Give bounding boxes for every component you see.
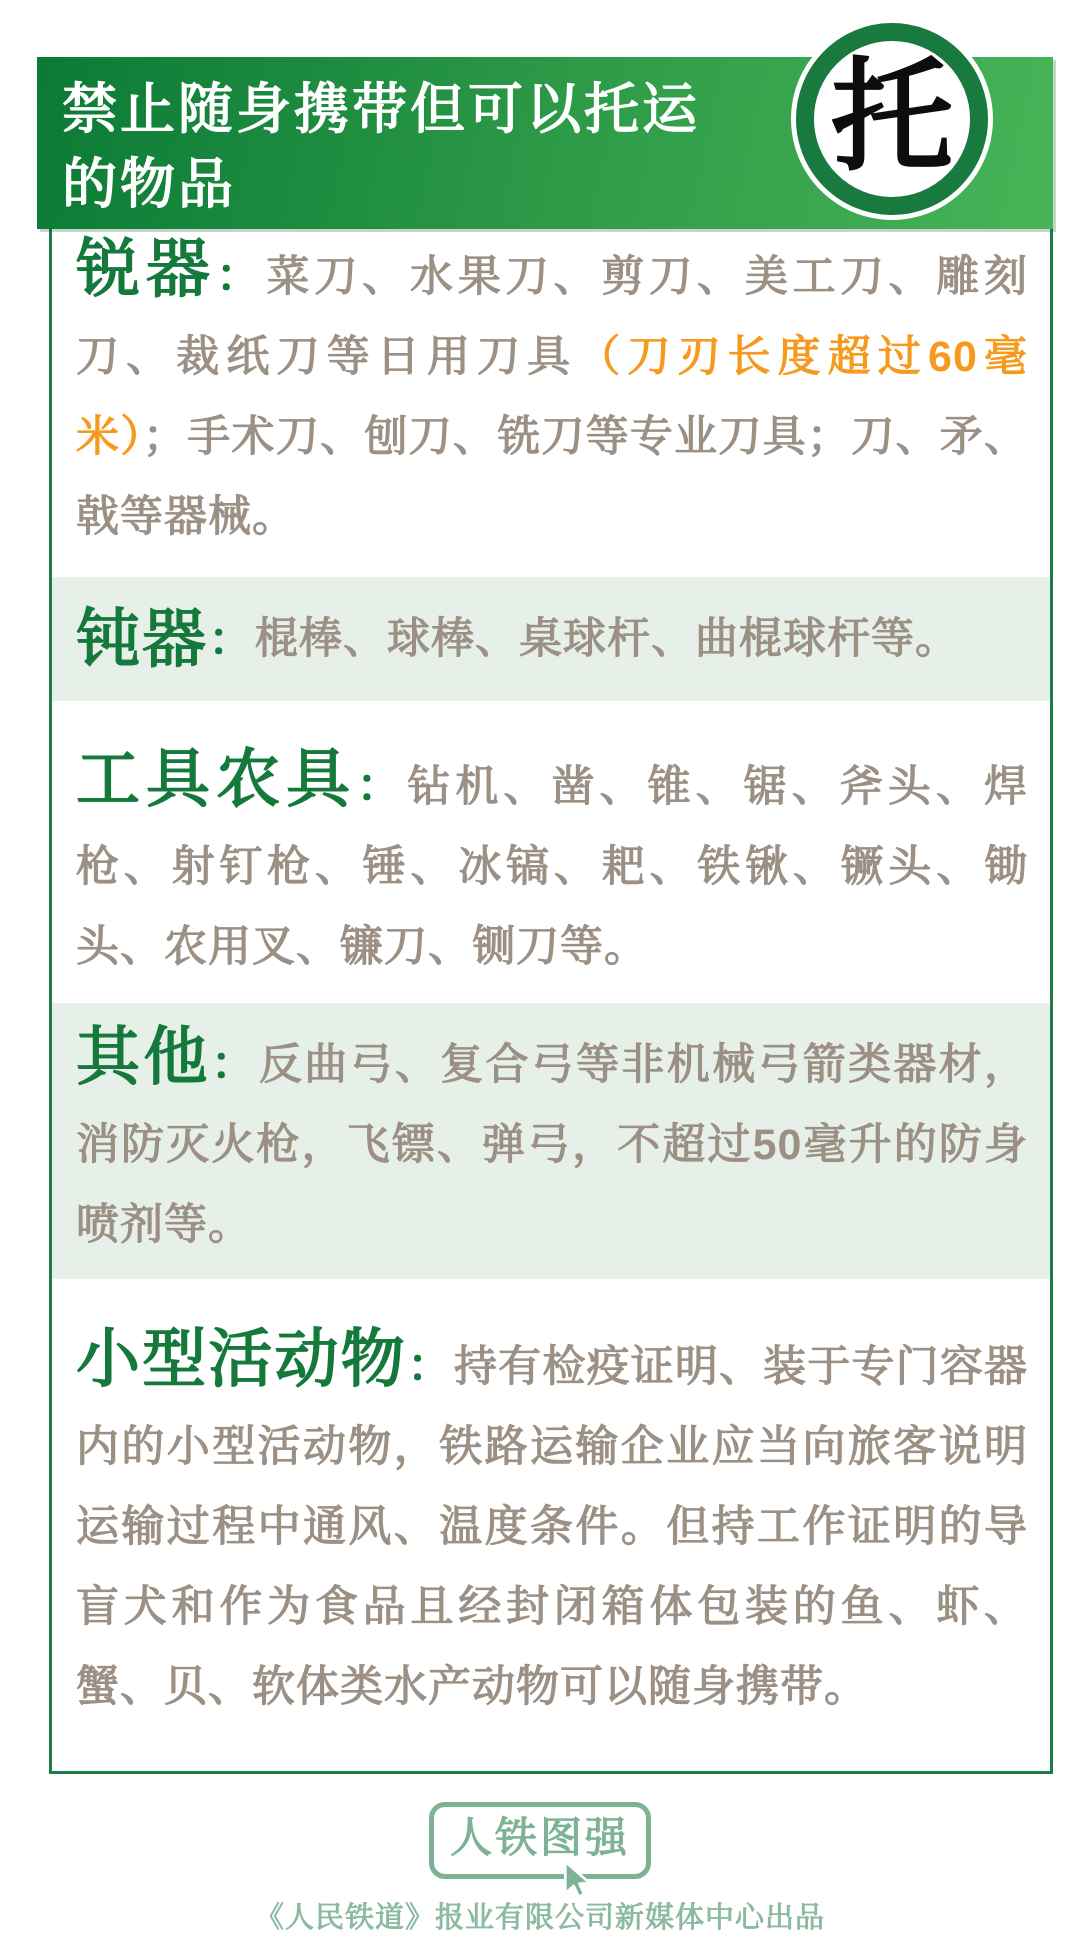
- section-heading: 钝器: [76, 603, 208, 675]
- section-heading: 工具农具: [76, 743, 357, 815]
- section-small-live-animals: [52, 1319, 1050, 1727]
- section-others: [52, 1003, 1050, 1279]
- badge-ring: [796, 23, 988, 215]
- section-body: [255, 599, 959, 679]
- body-text-highlight: （刀刃长度超过60毫米）: [76, 333, 1028, 461]
- section-heading: 锐器: [76, 233, 216, 305]
- section-heading: 小型活动物: [76, 1323, 407, 1395]
- section-blunt-tools: [52, 577, 1050, 701]
- footer: [0, 1802, 1080, 1936]
- section-colon: ：: [406, 1339, 455, 1391]
- content-box: [49, 44, 1053, 1774]
- section-sharp-tools: [52, 229, 1050, 557]
- section-colon: ：: [356, 759, 408, 811]
- body-text: 钻机、凿、锥、锯、斧头、焊枪、射钉枪、锤、冰镐、耙、铁锹、镢头、锄头、农用叉、镰刀、铡刀等。: [76, 763, 1029, 971]
- body-text: 棍棒、球棒、桌球杆、曲棍球杆等。: [255, 615, 959, 663]
- badge-char: 托: [831, 44, 953, 188]
- section-colon: ：: [208, 613, 255, 665]
- sections-container: [52, 229, 1050, 1727]
- section-tools-farm-implements: [52, 739, 1050, 987]
- section-colon: ：: [210, 1037, 259, 1089]
- body-text: ；手术刀、刨刀、铣刀等专业刀具；刀、矛、戟等器械。: [76, 413, 1029, 541]
- body-text: 持有检疫证明、装于专门容器内的小型活动物，铁路运输企业应当向旅客说明运输过程中通风、温度条件。但持工作证明的导盲犬和作为食品且经封闭箱体包装的鱼、虾、蟹、贝、软体类水产动物可以随身携带。: [76, 1343, 1029, 1711]
- body-text: 反曲弓、复合弓等非机械弓箭类器材，消防灭火枪，飞镖、弹弓，不超过50毫升的防身喷剂等。: [76, 1041, 1029, 1249]
- section-colon: ：: [215, 249, 267, 301]
- page-title-line1: 禁止随身携带但可以托运: [62, 76, 701, 141]
- credit-line: 《人民铁道》报业有限公司新媒体中心出品: [254, 1901, 825, 1934]
- publisher-logo-text: 人铁图强: [449, 1814, 630, 1861]
- badge-circle: [791, 18, 993, 220]
- publisher-logo: [429, 1802, 651, 1879]
- cursor-icon: [557, 1860, 597, 1900]
- section-body: [76, 1343, 1028, 1711]
- body-text: 菜刀、水果刀、剪刀、美工刀、雕刻刀、裁纸刀等日用刀具: [76, 253, 1029, 381]
- section-heading: 其他: [76, 1021, 211, 1093]
- page-title-line2: 的物品: [62, 151, 237, 216]
